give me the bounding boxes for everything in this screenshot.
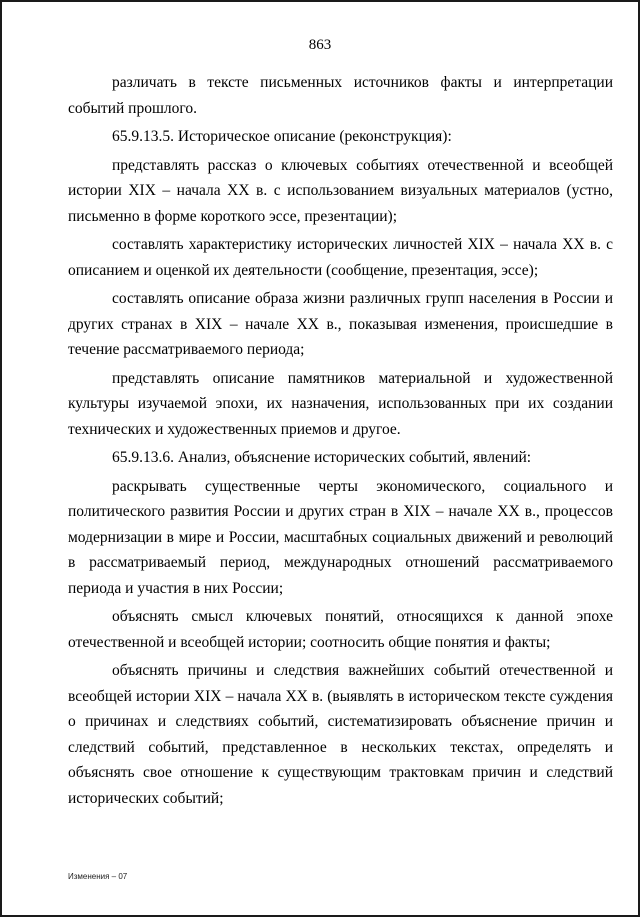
paragraph-distinguish-facts: различать в тексте письменных источников факты и интерпретации событий прошлого. xyxy=(68,74,613,117)
document-body xyxy=(68,70,613,811)
paragraph-monuments: представлять описание памятников материальной и художественной культуры изучаемой эпохи, их назначения, использованных при их создании технических и художественных приемов и другое. xyxy=(68,369,613,438)
paragraph-heading-13-5: 65.9.13.5. Историческое описание (реконструкция): xyxy=(112,128,452,145)
paragraph-reveal-features: раскрывать существенные черты экономического, социального и политического развития России и других стран в XIX – начале XX в., процессов модернизации в мире и России, масштабных социальных движений и революций в рассматриваемый период, международных отношений рассматриваемого периода и участия в них России; xyxy=(68,477,613,597)
paragraph-characteristics: составлять характеристику исторических личностей XIX – начала XX в. с описанием и оценкой их деятельности (сообщение, презентация, эссе); xyxy=(68,236,613,279)
paragraph-way-of-life: составлять описание образа жизни различных групп населения в России и других странах в XIX – начале XX в., показывая изменения, происшедшие в течение рассматриваемого периода; xyxy=(68,290,613,358)
page-number: 863 xyxy=(308,37,332,53)
paragraph-key-concepts: объяснять смысл ключевых понятий, относящихся к данной эпохе отечественной и всеобщей истории; соотносить общие понятия и факты; xyxy=(68,608,613,651)
paragraph-present-story: представлять рассказ о ключевых событиях отечественной и всеобщей истории XIX – начала XX в. с использованием визуальных материалов (устно, письменно в форме короткого эссе, презентации); xyxy=(68,156,613,225)
footer-revision-note: Изменения – 07 xyxy=(68,872,128,881)
paragraph-heading-13-6: 65.9.13.6. Анализ, объяснение исторических событий, явлений: xyxy=(112,449,532,466)
paragraph-causes-effects: объяснять причины и следствия важнейших событий отечественной и всеобщей истории XIX – начала XX в. (выявлять в историческом тексте суждения о причинах и следствиях событий, систематизировать объяснение причин и следствий событий, представленное в нескольких текстах, определять и объяснять свое отношение к существующим трактовкам причин и следствий исторических событий; xyxy=(68,662,613,807)
